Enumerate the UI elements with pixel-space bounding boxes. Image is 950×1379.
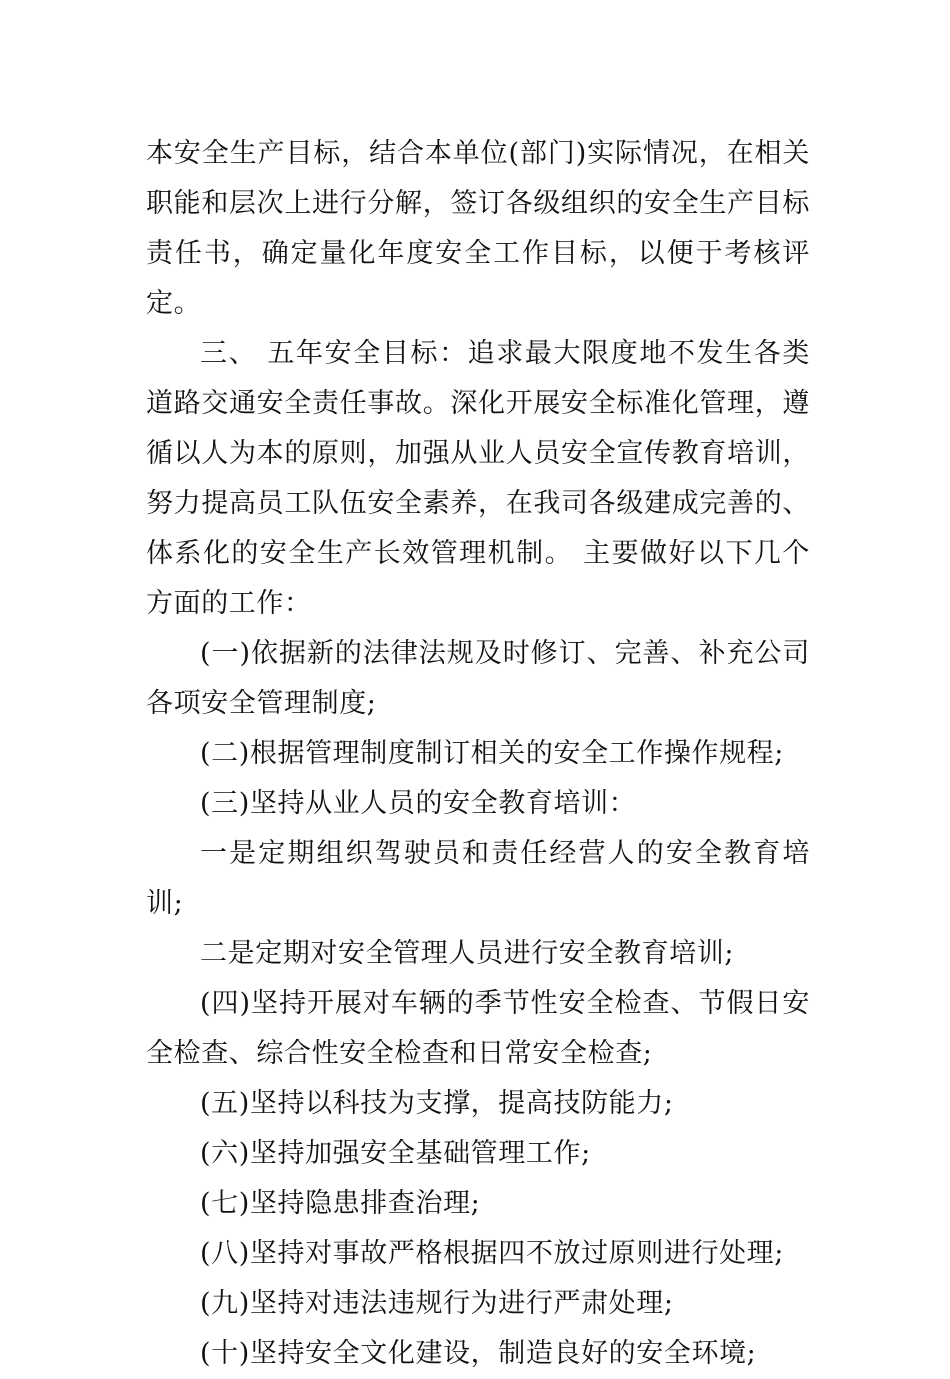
paragraph-goal-decomposition: 本安全生产目标，结合本单位(部门)实际情况，在相关职能和层次上进行分解，签订各级组织的安全生产目标责任书，确定量化年度安全工作目标，以便于考核评定。: [146, 138, 810, 319]
list-item-6: (六)坚持加强安全基础管理工作;: [200, 1138, 591, 1169]
list-item-3-sub-2: 二是定期对安全管理人员进行安全教育培训;: [200, 938, 735, 969]
list-item-8: (八)坚持对事故严格根据四不放过原则进行处理;: [200, 1238, 784, 1269]
list-item-10: (十)坚持安全文化建设，制造良好的安全环境;: [200, 1338, 757, 1369]
list-item-7: (七)坚持隐患排查治理;: [200, 1188, 481, 1219]
list-item-3-sub-1: 一是定期组织驾驶员和责任经营人的安全教育培训;: [146, 838, 810, 919]
paragraph-five-year-goal: 三、 五年安全目标：追求最大限度地不发生各类道路交通安全责任事故。深化开展安全标准化管理，遵循以人为本的原则，加强从业人员安全宣传教育培训，努力提高员工队伍安全素养，在我司各级建成完善的、体系化的安全生产长效管理机制。 主要做好以下几个方面的工作：: [146, 338, 810, 619]
list-item-1: (一)依据新的法律法规及时修订、完善、补充公司各项安全管理制度;: [146, 638, 810, 719]
list-item-9: (九)坚持对违法违规行为进行严肃处理;: [200, 1288, 674, 1319]
list-item-5: (五)坚持以科技为支撑，提高技防能力;: [200, 1088, 674, 1119]
document-body: [146, 129, 810, 1379]
list-item-3: (三)坚持从业人员的安全教育培训：: [200, 788, 637, 819]
list-item-2: (二)根据管理制度制订相关的安全工作操作规程;: [200, 738, 784, 769]
list-item-4: (四)坚持开展对车辆的季节性安全检查、节假日安全检查、综合性安全检查和日常安全检查;: [146, 988, 810, 1069]
